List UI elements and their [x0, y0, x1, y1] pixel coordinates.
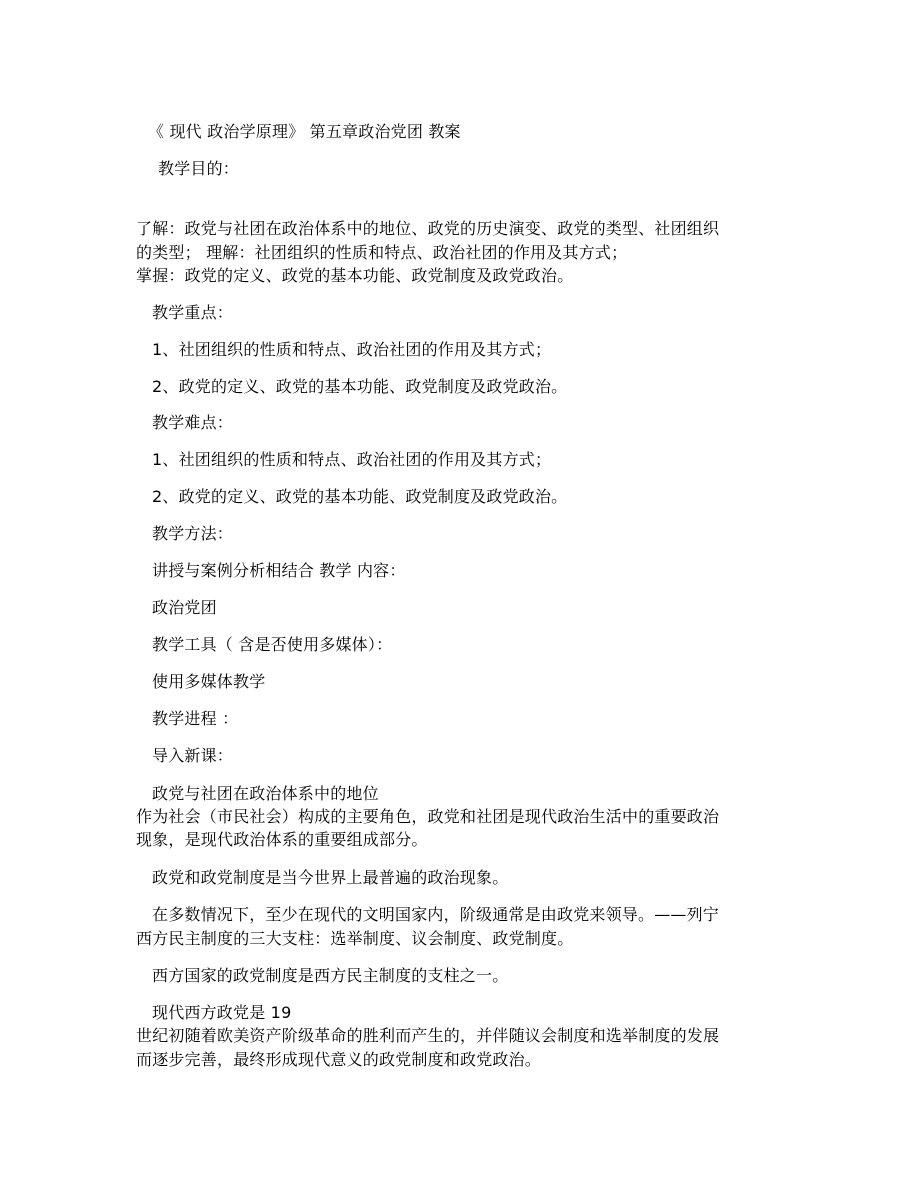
method-heading: 教学方法：	[152, 524, 234, 543]
paragraph-5-line-1: 现代西方政党是 19	[152, 1003, 292, 1022]
paragraph-5-line-2: 世纪初随着欧美资产阶级革命的胜利而产生的，并伴随议会制度和选举制度的发展	[136, 1026, 720, 1045]
process-heading: 教学进程 ：	[152, 709, 239, 728]
method-text: 讲授与案例分析相结合 教学 内容：	[152, 561, 406, 580]
process-intro: 导入新课：	[152, 746, 234, 765]
paragraph-3-line-1: 在多数情况下，至少在现代的文明国家内，阶级通常是由政党来领导。——列宁	[152, 905, 720, 924]
paragraph-1-line-3: 现象，是现代政治体系的重要组成部分。	[136, 830, 428, 849]
paragraph-2: 政党和政党制度是当今世界上最普遍的政治现象。	[152, 868, 509, 887]
paragraph-5-line-3: 而逐步完善，最终形成现代意义的政党制度和政党政治。	[136, 1050, 542, 1069]
objectives-line-1: 了解：政党与社团在政治体系中的地位、政党的历史演变、政党的类型、社团组织	[136, 219, 720, 238]
paragraph-4: 西方国家的政党制度是西方民主制度的支柱之一。	[152, 966, 509, 985]
key-point-item-2: 2、政党的定义、政党的基本功能、政党制度及政党政治。	[152, 377, 568, 396]
key-points-heading: 教学重点：	[152, 303, 234, 322]
objectives-line-3: 掌握：政党的定义、政党的基本功能、政党制度及政党政治。	[136, 266, 574, 285]
difficulty-item-1: 1、社团组织的性质和特点、政治社团的作用及其方式；	[152, 450, 552, 469]
content-text: 政治党团	[152, 598, 217, 617]
objectives-line-2: 的类型； 理解：社团组织的性质和特点、政治社团的作用及其方式；	[136, 243, 628, 262]
difficulty-item-2: 2、政党的定义、政党的基本功能、政党制度及政党政治。	[152, 487, 568, 506]
paragraph-1-line-2: 作为社会（市民社会）构成的主要角色，政党和社团是现代政治生活中的重要政治	[136, 807, 720, 826]
difficulties-heading: 教学难点：	[152, 413, 234, 432]
paragraph-3-line-2: 西方民主制度的三大支柱：选举制度、议会制度、政党制度。	[136, 929, 574, 948]
document-title: 《 现代 政治学原理》 第五章政治党团 教案	[148, 122, 461, 141]
tools-heading: 教学工具（ 含是否使用多媒体）：	[152, 635, 393, 654]
paragraph-1-line-1: 政党与社团在政治体系中的地位	[152, 784, 379, 803]
key-point-item-1: 1、社团组织的性质和特点、政治社团的作用及其方式；	[152, 340, 552, 359]
tools-text: 使用多媒体教学	[152, 672, 266, 691]
objectives-heading: 教学目的：	[158, 159, 240, 178]
